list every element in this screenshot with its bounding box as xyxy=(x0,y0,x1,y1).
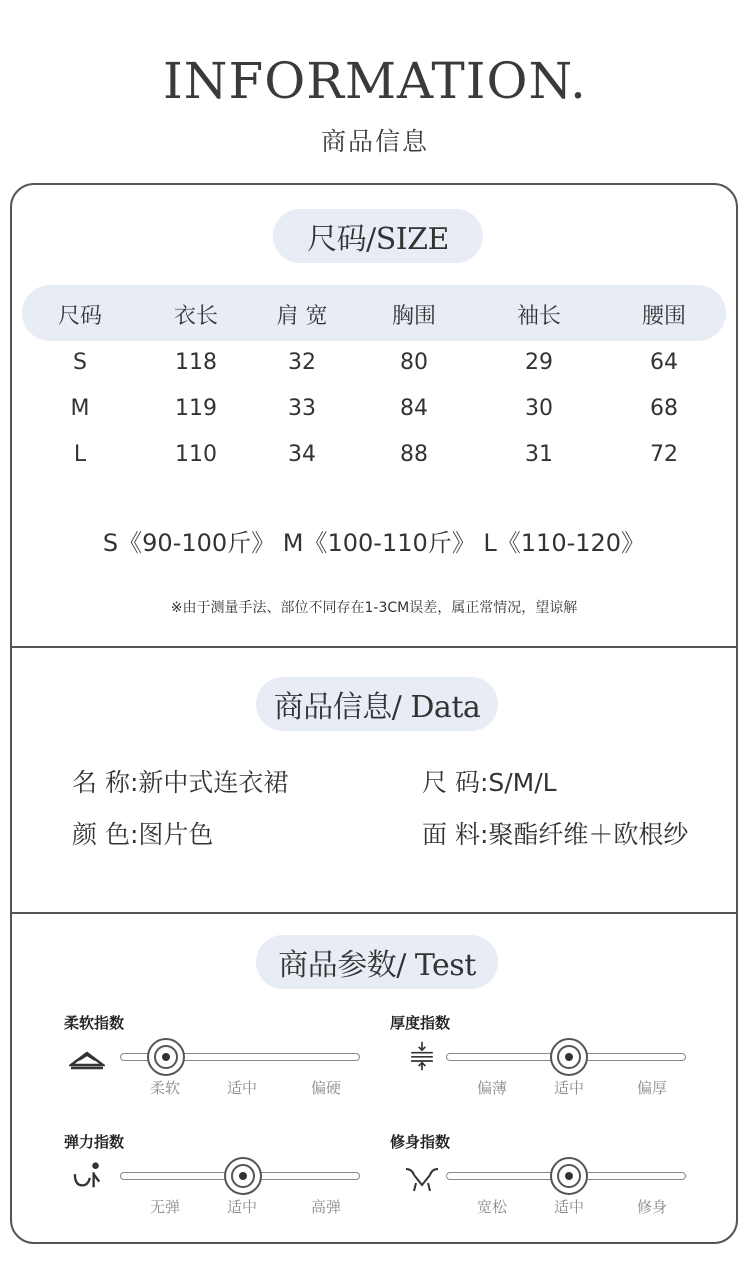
product-sizes: 尺 码:S/M/L xyxy=(422,768,557,797)
weight-guide: S《90-100斤》 M《100-110斤》 L《110-120》 xyxy=(102,529,646,557)
tick-label: 适中 xyxy=(226,1079,257,1097)
section-divider xyxy=(12,912,736,914)
measurement-disclaimer: ※由于测量手法、部位不同存在1-3CM误差，属正常情况，望谅解 xyxy=(170,600,578,616)
tick-label: 高弹 xyxy=(310,1198,341,1216)
table-cell: S xyxy=(73,350,87,375)
table-cell: L xyxy=(73,442,87,467)
param-label-softness: 柔软指数 xyxy=(64,1014,125,1032)
tick-label: 适中 xyxy=(226,1198,257,1216)
table-cell: 80 xyxy=(400,350,428,375)
table-cell: 119 xyxy=(175,396,217,421)
table-cell: 84 xyxy=(400,396,428,421)
table-cell: 30 xyxy=(525,396,553,421)
size-section-title: 尺码/SIZE xyxy=(273,209,483,263)
product-material: 面 料:聚酯纤维＋欧根纱 xyxy=(422,820,689,849)
table-cell: 29 xyxy=(525,350,553,375)
soft-icon xyxy=(69,1043,105,1073)
table-cell: 32 xyxy=(288,350,316,375)
param-label-elasticity: 弹力指数 xyxy=(64,1133,125,1151)
table-cell: M xyxy=(70,396,90,421)
section-divider xyxy=(12,646,736,648)
table-cell: 110 xyxy=(175,442,217,467)
table-cell: 88 xyxy=(400,442,428,467)
tick-label: 适中 xyxy=(553,1198,584,1216)
thickness-icon xyxy=(404,1041,440,1071)
tick-label: 偏薄 xyxy=(476,1079,507,1097)
table-cell: 31 xyxy=(525,442,553,467)
col-header-length: 衣长 xyxy=(173,304,218,329)
test-section-title: 商品参数/ Test xyxy=(256,935,498,989)
col-header-bust: 胸围 xyxy=(391,304,436,329)
tick-label: 柔软 xyxy=(149,1079,180,1097)
table-cell: 34 xyxy=(288,442,316,467)
thickness-indicator xyxy=(550,1038,588,1076)
tick-label: 无弹 xyxy=(149,1198,180,1216)
param-label-thickness: 厚度指数 xyxy=(390,1014,451,1032)
tick-label: 宽松 xyxy=(476,1198,507,1216)
data-section-title: 商品信息/ Data xyxy=(256,677,498,731)
table-cell: 68 xyxy=(650,396,678,421)
tick-label: 适中 xyxy=(553,1079,584,1097)
table-cell: 64 xyxy=(650,350,678,375)
param-label-fit: 修身指数 xyxy=(390,1133,451,1151)
col-header-size: 尺码 xyxy=(57,304,102,329)
tick-label: 偏厚 xyxy=(636,1079,667,1097)
info-card xyxy=(10,183,738,1244)
table-cell: 72 xyxy=(650,442,678,467)
elastic-icon xyxy=(70,1161,106,1191)
col-header-waist: 腰围 xyxy=(641,304,686,329)
table-cell: 118 xyxy=(175,350,217,375)
tick-label: 偏硬 xyxy=(310,1079,341,1097)
softness-indicator xyxy=(147,1038,185,1076)
elasticity-indicator xyxy=(224,1157,262,1195)
product-name: 名 称:新中式连衣裙 xyxy=(72,768,289,797)
page-subtitle: 商品信息 xyxy=(320,127,429,156)
col-header-shoulder: 肩 宽 xyxy=(276,304,328,329)
product-color: 颜 色:图片色 xyxy=(72,820,214,849)
col-header-sleeve: 袖长 xyxy=(516,304,561,329)
table-cell: 33 xyxy=(288,396,316,421)
page-title: INFORMATION. xyxy=(163,52,587,110)
fit-icon xyxy=(404,1163,440,1193)
fit-indicator xyxy=(550,1157,588,1195)
tick-label: 修身 xyxy=(636,1198,667,1216)
